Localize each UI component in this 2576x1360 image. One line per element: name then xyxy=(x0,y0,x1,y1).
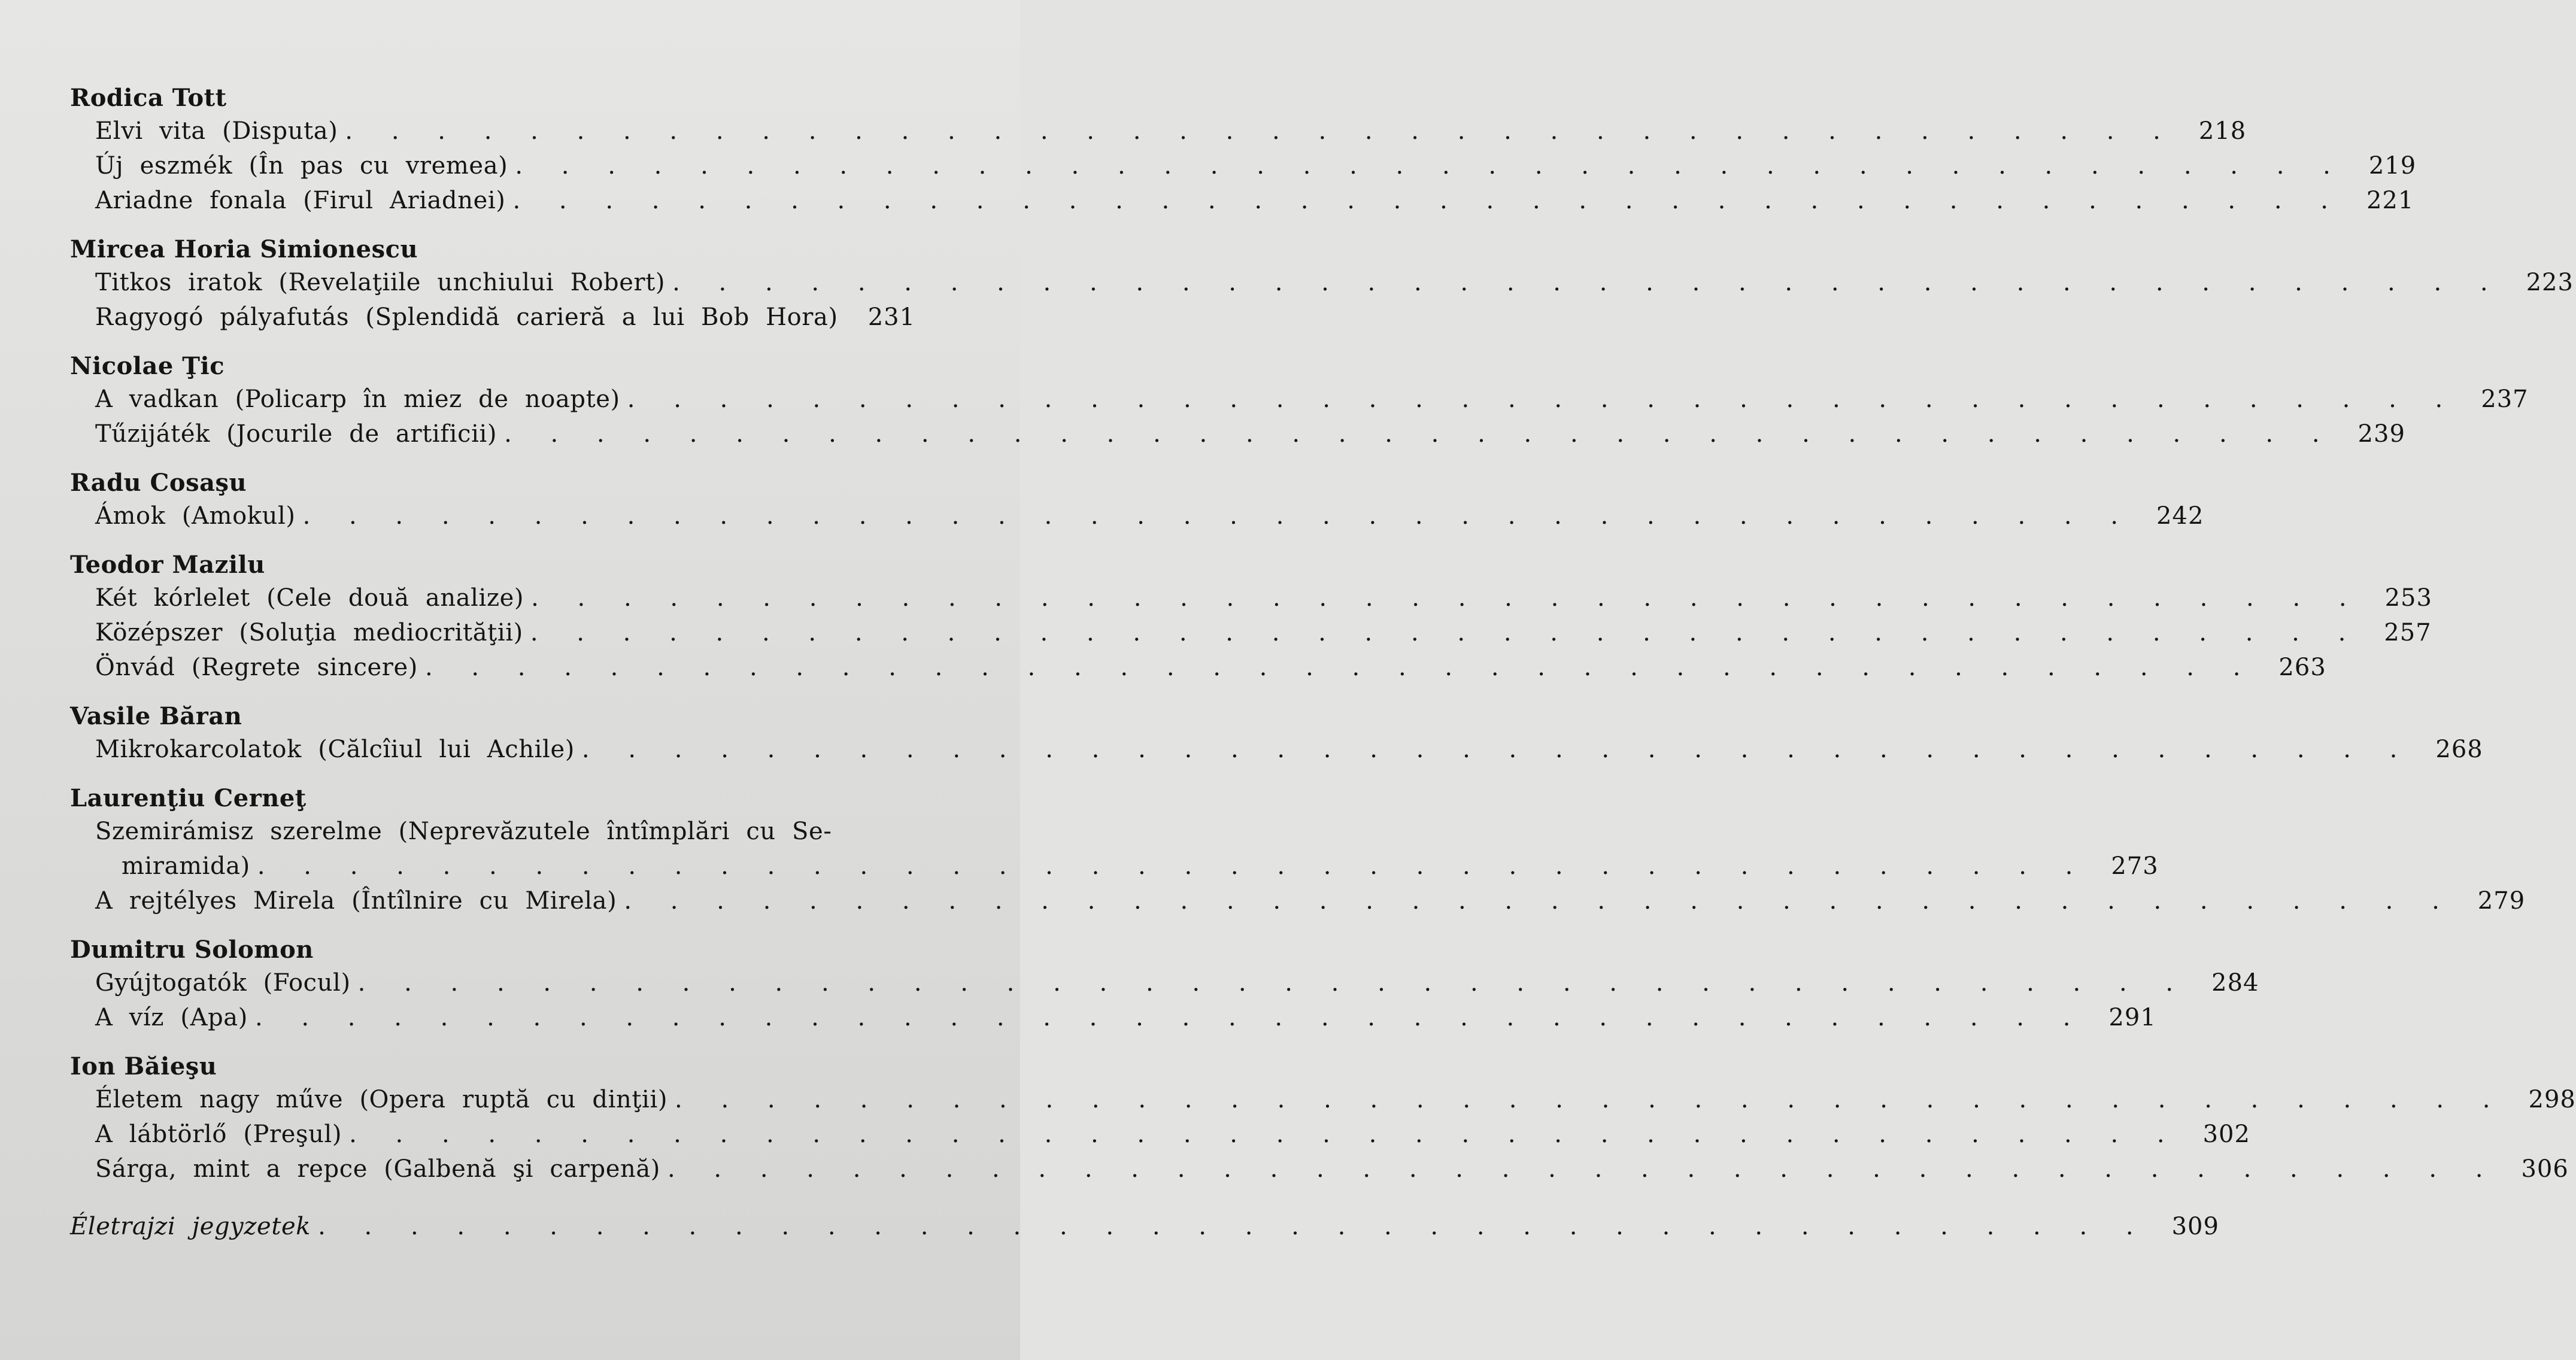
entry-title: Két kórlelet (Cele două analize) xyxy=(95,584,524,612)
entry-title: Ariadne fonala (Firul Ariadnei) xyxy=(95,187,506,214)
author-name: Teodor Mazilu xyxy=(70,551,265,579)
entry-title: Középszer (Soluţia mediocrităţii) xyxy=(95,619,523,646)
page-number: 239 xyxy=(2357,420,2405,448)
entry-title: A vadkan (Policarp în miez de noapte) xyxy=(95,385,620,413)
entry-title: Elvi vita (Disputa) xyxy=(95,117,338,145)
toc-entry xyxy=(70,148,2417,183)
toc-entry xyxy=(70,1209,2219,1244)
toc-section xyxy=(70,83,2417,218)
toc-section xyxy=(70,468,2204,533)
table-of-contents xyxy=(70,83,2576,1244)
toc-entry xyxy=(70,1000,2156,1035)
page-number: 302 xyxy=(2202,1121,2250,1148)
toc-section xyxy=(70,701,2483,767)
dot-leader: . . . . . . . . . . . . . . . . . . . . . . . . . . . . . . . . . . . . . . . . xyxy=(581,736,2413,763)
entry-title: Életrajzi jegyzetek xyxy=(70,1213,311,1240)
toc-entry xyxy=(70,1082,2576,1117)
entry-title: Mikrokarcolatok (Călcîiul lui Achile) xyxy=(95,736,575,763)
page-number: 309 xyxy=(2171,1213,2219,1240)
entry-title: A rejtélyes Mirela (Întîlnire cu Mirela) xyxy=(95,887,617,915)
dot-leader: . . . . . . . . . . . . . . . . . . . . . . . . . . . . . . . . . . . . . . . . xyxy=(672,269,2504,296)
toc-section xyxy=(70,351,2529,451)
toc-entry xyxy=(70,417,2405,451)
entry-title: Új eszmék (În pas cu vremea) xyxy=(95,152,508,180)
toc-section xyxy=(70,783,2526,918)
dot-leader: . . . . . . . . . . . . . . . . . . . . . . . . . . . . . . . . . . . . . . . . xyxy=(531,584,2362,612)
page-number: 268 xyxy=(2435,736,2483,763)
page-number: 223 xyxy=(2526,269,2574,296)
entry-title: Tűzijáték (Jocurile de artificii) xyxy=(95,420,497,448)
dot-leader: . . . . . . . . . . . . . . . . . . . . . . . . . . . . . . . . . . . . . . . . xyxy=(515,152,2346,180)
toc-section xyxy=(70,550,2432,685)
page-number: 231 xyxy=(867,303,916,331)
toc-entry xyxy=(70,382,2529,417)
author-name: Nicolae Ţic xyxy=(70,352,225,380)
page-number: 257 xyxy=(2384,619,2432,646)
page-number: 237 xyxy=(2481,385,2529,413)
toc-section xyxy=(70,234,2574,335)
toc-section xyxy=(70,1051,2576,1186)
entry-title: Gyújtogatók (Focul) xyxy=(95,969,351,997)
page-number: 219 xyxy=(2368,152,2417,180)
author-name: Ion Băieşu xyxy=(70,1052,217,1080)
toc-entry xyxy=(70,650,2326,685)
entry-title: Önvád (Regrete sincere) xyxy=(95,654,418,681)
toc-entry xyxy=(70,1152,2569,1186)
page-number: 253 xyxy=(2384,584,2432,612)
page-number: 218 xyxy=(2198,117,2247,145)
toc-entry xyxy=(70,114,2247,148)
page-number: 298 xyxy=(2528,1086,2576,1113)
page-number: 279 xyxy=(2477,887,2526,915)
toc-entry xyxy=(70,732,2483,767)
author-name: Radu Cosaşu xyxy=(70,469,247,497)
dot-leader: . . . . . . . . . . . . . . . . . . . . . . . . . . . . . . . . . . . . . . . . xyxy=(349,1121,2180,1148)
toc-entry xyxy=(70,499,2204,533)
dot-leader: . . . . . . . . . . . . . . . . . . . . . . . . . . . . . . . . . . . . . . . . xyxy=(530,619,2362,646)
page-number: 284 xyxy=(2211,969,2259,997)
page-number: 263 xyxy=(2278,654,2326,681)
entry-title: Ámok (Amokul) xyxy=(95,502,296,530)
toc-section xyxy=(70,934,2259,1035)
page-number: 242 xyxy=(2156,502,2204,530)
page-number: 273 xyxy=(2111,852,2159,880)
author-name: Rodica Tott xyxy=(70,84,227,112)
entry-title: Ragyogó pályafutás (Splendidă carieră a lui Bob Hora) xyxy=(95,303,838,331)
author-name: Laurenţiu Cerneţ xyxy=(70,784,307,812)
toc-entry xyxy=(70,300,914,335)
dot-leader: . . . . . . . . . . . . . . . . . . . . . . . . . . . . . . . . . . . . . . . . xyxy=(254,1004,2086,1031)
page-number: 306 xyxy=(2521,1155,2569,1183)
toc-entry xyxy=(70,1117,2250,1152)
toc-entry xyxy=(70,966,2259,1000)
dot-leader: . . . . . . . . . . . . . . . . . . . . . . . . . . . . . . . . . . . . . . . . xyxy=(357,969,2189,997)
toc-entry xyxy=(70,265,2574,300)
dot-leader: . . . . . . . . . . . . . . . . . . . . . . . . . . . . . . . . . . . . . . . . xyxy=(624,887,2455,915)
author-name: Mircea Horia Simionescu xyxy=(70,235,418,263)
entry-title-line: Szemirámisz szerelme (Neprevăzutele întîmplări cu Se- xyxy=(95,818,832,845)
toc-entry xyxy=(70,849,2159,884)
dot-leader: . . . . . . . . . . . . . . . . . . . . . . . . . . . . . . . . . . . . . . . . xyxy=(345,117,2176,145)
entry-title: Életem nagy műve (Opera ruptă cu dinţii) xyxy=(95,1086,668,1113)
toc-entry xyxy=(70,615,2432,650)
entry-title: A víz (Apa) xyxy=(95,1004,248,1031)
dot-leader: . . . . . . . . . . . . . . . . . . . . . . . . . . . . . . . . . . . . . . . . xyxy=(424,654,2256,681)
dot-leader: . . . . . . . . . . . . . . . . . . . . . . . . . . . . . . . . . . . . . . . . xyxy=(667,1155,2499,1183)
dot-leader: . . . . . . . . . . . . . . . . . . . . . . . . . . . . . . . . . . . . . . . . xyxy=(675,1086,2506,1113)
dot-leader: . . . . . . . . . . . . . . . . . . . . . . . . . . . . . . . . . . . . . . . . xyxy=(302,502,2134,530)
page-number: 221 xyxy=(2366,187,2414,214)
entry-title-continuation: miramida) xyxy=(122,852,250,880)
dot-leader: . . . . . . . . . . . . . . . . . . . . . . . . . . . . . . . . . . . . . . . . xyxy=(257,852,2089,880)
biography-section xyxy=(70,1209,2219,1244)
toc-entry xyxy=(70,581,2432,615)
toc-entry xyxy=(70,884,2526,918)
dot-leader: . . . . . . . . . . . . . . . . . . . . . . . . . . . . . . . . . . . . . . . . xyxy=(512,187,2344,214)
dot-leader: . . . . . . . . . . . . . . . . . . . . . . . . . . . . . . . . . . . . . . . . xyxy=(504,420,2335,448)
author-name: Dumitru Solomon xyxy=(70,936,314,964)
dot-leader: . . . . . . . . . . . . . . . . . . . . . . . . . . . . . . . . . . . . . . . . xyxy=(627,385,2459,413)
toc-entry xyxy=(70,183,2414,218)
entry-title: Titkos iratok (Revelaţiile unchiului Robert) xyxy=(95,269,666,296)
dot-leader: . . . . . . . . . . . . . . . . . . . . . . . . . . . . . . . . . . . . . . . . xyxy=(318,1213,2149,1240)
author-name: Vasile Băran xyxy=(70,702,242,730)
entry-title: A lábtörlő (Preşul) xyxy=(95,1121,342,1148)
entry-title: Sárga, mint a repce (Galbenă şi carpenă) xyxy=(95,1155,660,1183)
page-number: 291 xyxy=(2108,1004,2156,1031)
